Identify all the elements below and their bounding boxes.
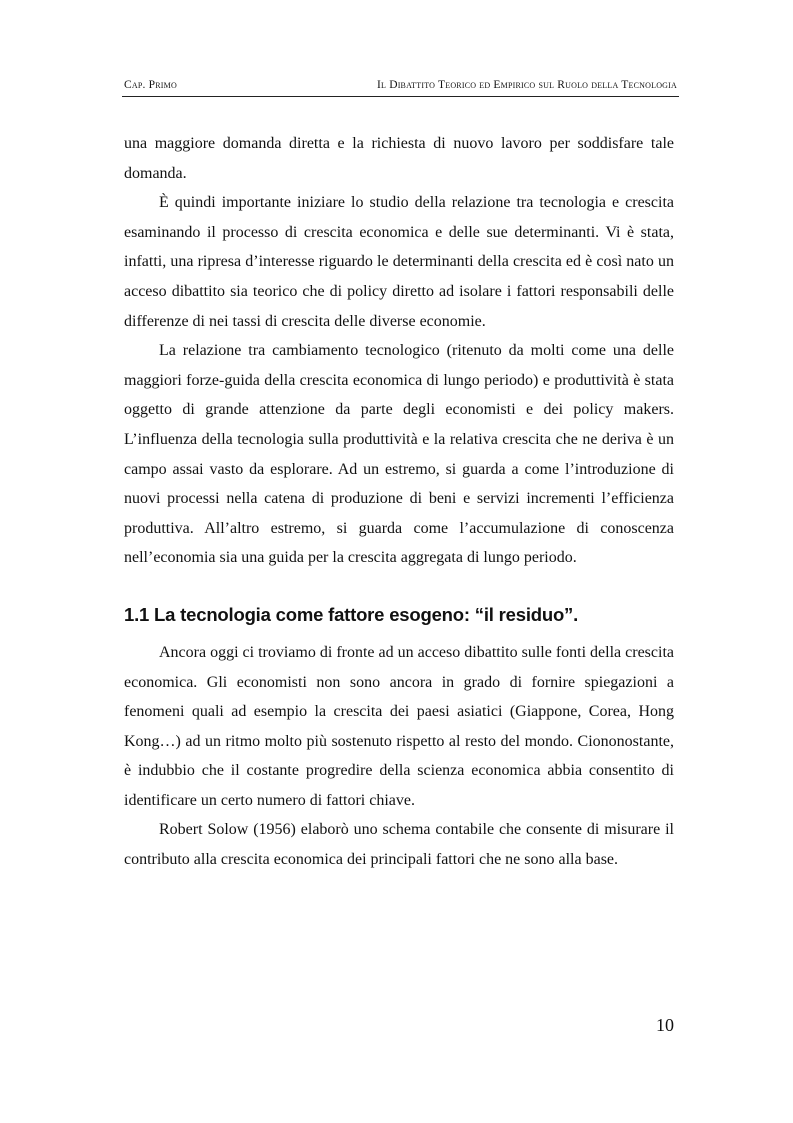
paragraph: una maggiore domanda diretta e la richiesta di nuovo lavoro per soddisfare tale domanda. xyxy=(124,135,674,182)
paragraph: Robert Solow (1956) elaborò uno schema contabile che consente di misurare il contributo alla crescita economica dei principali fattori che ne sono alla base. xyxy=(124,821,674,869)
page-number: 10 xyxy=(656,1015,674,1035)
running-header xyxy=(122,76,679,97)
page-body xyxy=(124,129,674,875)
paragraph: È quindi importante iniziare lo studio della relazione tra tecnologia e crescita esaminando il processo di crescita economica e delle sue determinanti. Vi è stata, infatti, una ripresa d’interesse riguardo le determinanti della crescita ed è così nato un acceso dibattito sia teorico che di policy diretto ad isolare i fattori responsabili delle differenze di nei tassi di crescita delle diverse economie. xyxy=(124,194,674,330)
section-heading: 1.1 La tecnologia come fattore esogeno: “il residuo”. xyxy=(124,603,579,625)
header-chapter: Cap. Primo xyxy=(124,79,177,91)
header-title: Il Dibattito Teorico ed Empirico sul Ruolo della Tecnologia xyxy=(377,79,677,91)
paragraph: Ancora oggi ci troviamo di fronte ad un acceso dibattito sulle fonti della crescita economica. Gli economisti non sono ancora in grado di fornire spiegazioni a fenomeni quali ad esempio la crescita dei paesi asiatici (Giappone, Corea, Hong Kong…) ad un ritmo molto più sostenuto rispetto al resto del mondo. Ciononostante, è indubbio che il costante progredire della scienza economica abbia consentito di identificare un certo numero di fattori chiave. xyxy=(124,643,674,809)
paragraph: La relazione tra cambiamento tecnologico (ritenuto da molti come una delle maggiori forze-guida della crescita economica di lungo periodo) e produttività è stata oggetto di grande attenzione da parte degli economisti e dei policy makers. L’influenza della tecnologia sulla produttività e la relativa crescita che ne deriva è un campo assai vasto da esplorare. Ad un estremo, si guarda a come l’introduzione di nuovi processi nella catena di produzione di beni e servizi incrementi l’efficienza produttiva. All’altro estremo, si guarda come l’accumulazione di conoscenza nell’economia sia una guida per la crescita aggregata di lungo periodo. xyxy=(124,342,674,567)
